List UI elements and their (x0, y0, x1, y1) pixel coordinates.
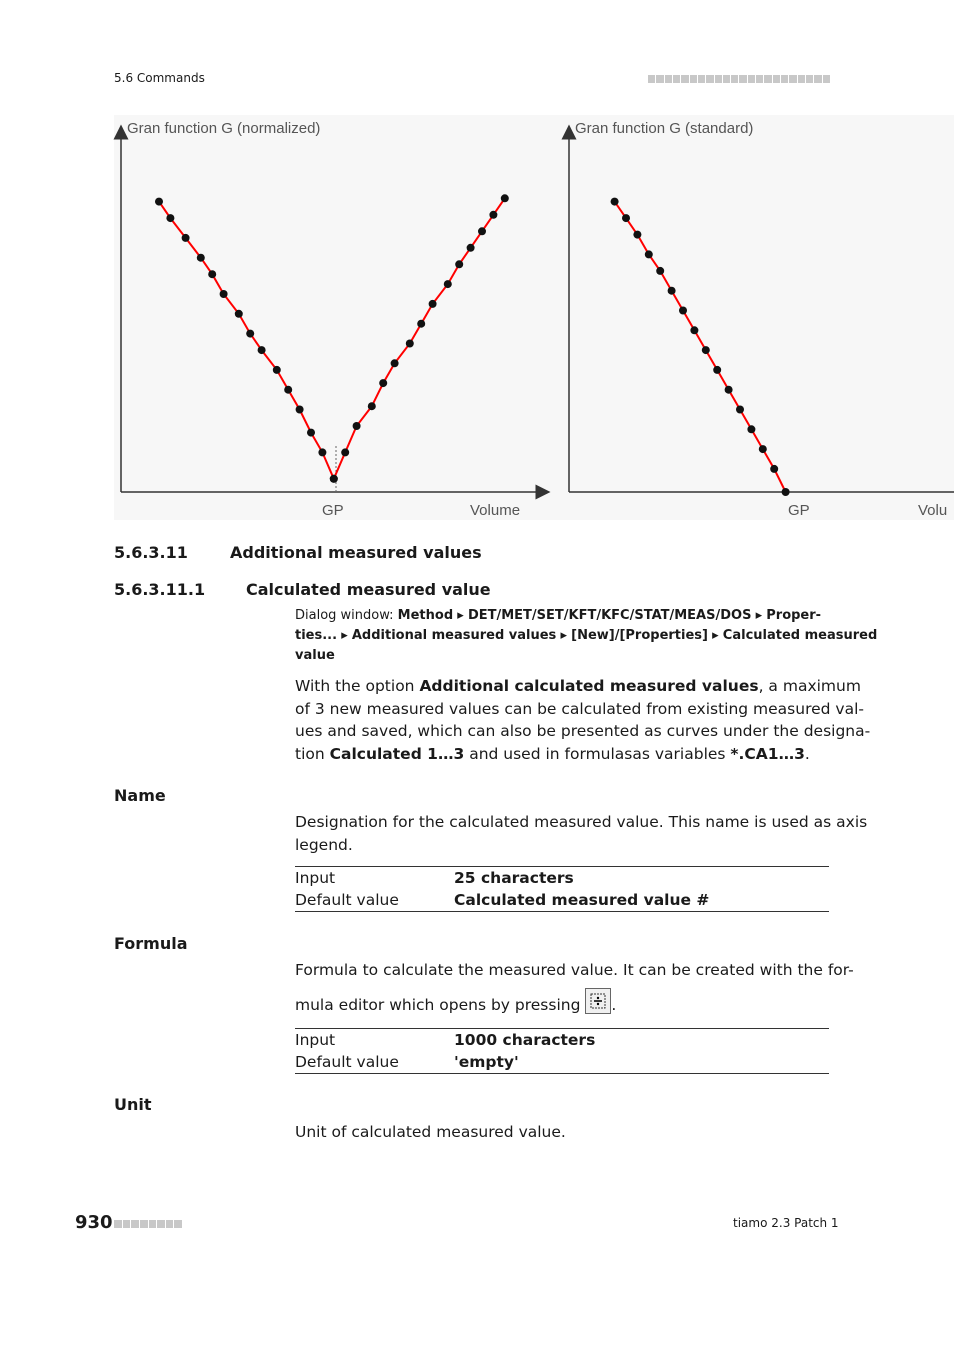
page-number: 930 (75, 1212, 113, 1233)
name-label: Name (114, 786, 166, 805)
data-point (690, 326, 698, 334)
data-point (633, 231, 641, 239)
data-point (770, 465, 778, 473)
section-title: Additional measured values (230, 543, 482, 562)
dialog-path (295, 606, 878, 666)
section-heading-5-6-3-11-1 (114, 580, 491, 599)
data-point (611, 198, 619, 206)
right-chart-title: Gran function G (standard) (575, 120, 754, 137)
formula-editor-icon[interactable] (585, 988, 611, 1014)
data-point (736, 406, 744, 414)
table-row: Input 1000 characters (295, 1031, 596, 1049)
data-point (273, 366, 281, 374)
data-point (679, 307, 687, 315)
left-x-label: Volume (470, 502, 521, 519)
data-point (406, 340, 414, 348)
section-heading-5-6-3-11 (114, 543, 482, 562)
subsection-title: Calculated measured value (246, 580, 491, 599)
formula-param-table (295, 1028, 829, 1074)
intro-paragraph: With the option Additional calculated measured values, a maximum of 3 new measured values can be calculated from existing measured val- ues and saved, which can also be presented as curves under the designa- tion Calculated 1…3 and used in formulasas variables *.CA1…3. (295, 677, 871, 763)
path-arrow: ▸ (341, 628, 348, 643)
left-chart-title: Gran function G (normalized) (127, 120, 321, 137)
right-gp-label: GP (788, 502, 810, 519)
gran-figure (0, 110, 954, 525)
formula-description: Formula to calculate the measured value. It can be created with the for- mula editor which opens by pressing . (295, 961, 854, 1014)
table-row: Input 25 characters (295, 869, 574, 887)
table-row: Default value Calculated measured value # (295, 891, 710, 909)
data-point (489, 211, 497, 219)
data-point (725, 386, 733, 394)
data-point (220, 290, 228, 298)
data-point (155, 198, 163, 206)
table-row: Default value 'empty' (295, 1053, 519, 1071)
path-calculated: Calculated measured (722, 628, 878, 643)
data-point (284, 386, 292, 394)
right-x-label: Volu (918, 502, 948, 519)
data-point (208, 270, 216, 278)
data-point (368, 402, 376, 410)
section-number: 5.6.3.11 (114, 543, 188, 562)
path-arrow: ▸ (712, 628, 719, 643)
path-arrow: ▸ (560, 628, 567, 643)
data-point (307, 429, 315, 437)
path-properties-cont: ties... (295, 628, 338, 643)
path-properties: Proper- (766, 608, 822, 623)
data-point (318, 448, 326, 456)
data-point (353, 422, 361, 430)
name-description: Designation for the calculated measured value. This name is used as axis legend. (295, 813, 868, 854)
data-point (258, 346, 266, 354)
data-point (429, 300, 437, 308)
subsection-number: 5.6.3.11.1 (114, 580, 206, 599)
data-point (235, 310, 243, 318)
path-arrow: ▸ (457, 608, 464, 623)
data-point (417, 320, 425, 328)
path-command-types: DET/MET/SET/KFT/KFC/STAT/MEAS/DOS (467, 608, 752, 623)
data-point (782, 488, 790, 496)
data-point (467, 244, 475, 252)
data-point (713, 366, 721, 374)
data-point (478, 227, 486, 235)
data-point (759, 445, 767, 453)
footer-decoration (114, 1220, 182, 1228)
data-point (391, 359, 399, 367)
data-point (330, 475, 338, 483)
data-point (166, 214, 174, 222)
left-gp-label: GP (322, 502, 344, 519)
unit-description: Unit of calculated measured value. (295, 1123, 566, 1141)
data-point (197, 254, 205, 262)
data-point (668, 287, 676, 295)
header-decoration (648, 75, 830, 83)
formula-label: Formula (114, 934, 188, 953)
data-point (341, 448, 349, 456)
data-point (379, 379, 387, 387)
path-calculated-cont: value (295, 648, 335, 663)
path-method: Method (397, 608, 454, 623)
path-arrow: ▸ (755, 608, 763, 623)
name-param-table (295, 866, 829, 912)
footer-product: tiamo 2.3 Patch 1 (733, 1216, 839, 1230)
path-prefix: Dialog window: (295, 608, 398, 623)
path-additional-values: Additional measured values (351, 628, 557, 643)
data-point (656, 267, 664, 275)
data-point (296, 406, 304, 414)
data-point (444, 280, 452, 288)
data-point (645, 250, 653, 258)
data-point (182, 234, 190, 242)
running-header-section: 5.6 Commands (114, 71, 205, 85)
path-new-properties: [New]/[Properties] (571, 628, 708, 643)
data-point (246, 330, 254, 338)
data-point (622, 214, 630, 222)
data-point (702, 346, 710, 354)
data-point (747, 425, 755, 433)
unit-label: Unit (114, 1095, 152, 1114)
data-point (455, 260, 463, 268)
data-point (501, 194, 509, 202)
